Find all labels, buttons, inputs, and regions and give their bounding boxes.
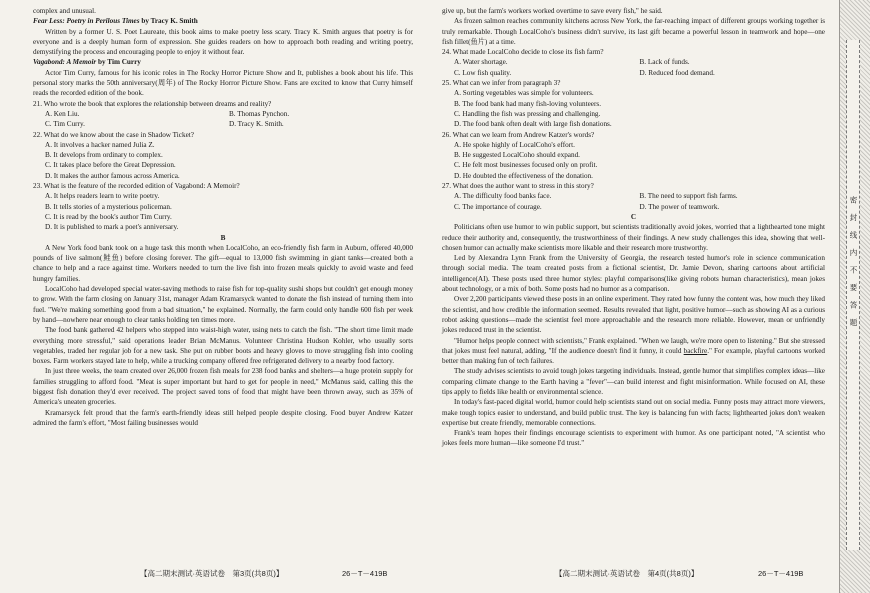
footer-left: 【高二期末测试·英语试卷 第3页(共8页)】 — [140, 569, 284, 578]
option: C. It takes place before the Great Depression. — [45, 161, 176, 170]
footer-right-code: 26－T－419B — [758, 569, 804, 578]
option: D. The food bank often dealt with large fish donations. — [454, 120, 612, 129]
book-title-text: Fear Less: Poetry in Perilous Times — [33, 17, 140, 26]
paragraph: Kramarsyck felt proud that the farm's earth-friendly ideas still helped people despite closing. Food buyer Andrew Katzer admired the farm's effort, "Most failing businesses would — [33, 408, 413, 427]
option: D. He doubted the effectiveness of the donation. — [454, 171, 593, 180]
options-21 — [33, 109, 413, 130]
left-column — [33, 6, 413, 428]
option: C. Tim Curry. — [45, 120, 85, 129]
option: B. The food bank had many fish-loving volunteers. — [454, 99, 601, 108]
paragraph: Frank's team hopes their findings encourage scientists to experiment with humor. As one participant noted, "A scientist who jokes feels more human—like someone I'd trust." — [442, 429, 825, 448]
option: B. Lack of funds. — [639, 58, 690, 67]
paragraph: Written by a former U. S. Poet Laureate, this book aims to make poetry less scary. Tracy K. Smith argues that poetry is for everyone and is a deeply human form of expression. She guides readers on how to approach both reading and writing poetry, demystifying the process and encouraging people to enjoy it without fear. — [33, 27, 413, 57]
option: A. Ken Liu. — [45, 109, 80, 118]
paragraph: In today's fast-paced digital world, humor could help scientists stand out on social media. Funny posts may attract more viewers, make tough topics easier to understand, and build public trust. The key is balancing fun with facts; lighthearted jokes don't weaken expertise but create friendly, memorable connections. — [442, 398, 825, 427]
option: C. The importance of courage. — [454, 202, 542, 211]
paragraph: The study advises scientists to avoid tough jokes targeting individuals. Instead, gentle humor that simplifies complex ideas—like comparing climate change to the Earth having a "fever"—can build interest and fight misinformation. While focused on AI, these tips apply to fields like health or environmental science. — [442, 367, 825, 396]
question-21: 21. Who wrote the book that explores the relationship between dreams and reality? — [33, 99, 272, 108]
option: A. The difficulty food banks face. — [454, 192, 552, 201]
option: D. The power of teamwork. — [639, 202, 720, 211]
option: C. It is read by the book's author Tim Curry. — [45, 212, 172, 221]
paragraph: give up, but the farm's workers worked overtime to save every fish," he said. — [442, 7, 663, 15]
question-23: 23. What is the feature of the recorded edition of Vagabond: A Memoir? — [33, 182, 240, 191]
option: D. Tracy K. Smith. — [229, 120, 284, 129]
paragraph: Over 2,200 participants viewed these posts in an online experiment. They rated how funny the content was, how much they liked the scientist, and how credible the information seemed. Results revealed that light, positive humor—such as showing AI as a curious robot asking questions—made the scientist feel more approachable and the research more reliable. However, mean or unfriendly jokes reduced trust in the scientist. — [442, 295, 825, 335]
book-title — [33, 57, 413, 67]
option: D. Reduced food demand. — [639, 68, 715, 77]
paragraph: In just three weeks, the team created over 26,000 frozen fish meals for 238 food banks and shelters—a huge protein supply for families struggling to afford food. "Meat is super important but hard to get for people in need," McManus said, calling this the biggest fish donation they'd ever received. The project saved tons of food that might have been thrown away, such as 35% of America's uneaten groceries. — [33, 367, 413, 407]
paragraph: complex and unusual. — [33, 7, 96, 15]
section-heading-c: C — [630, 212, 637, 221]
option: B. Thomas Pynchon. — [229, 109, 290, 118]
option: B. The need to support fish farms. — [639, 192, 738, 201]
text-run: ." For example, playful cartoons worked better than making fun of tech failures. — [442, 346, 826, 366]
book-title-text: Vagabond: A Memoir — [33, 58, 97, 67]
footer-right: 【高二期末测试·英语试卷 第4页(共8页)】 — [555, 569, 699, 578]
options-24 — [442, 57, 825, 78]
question-27: 27. What does the author want to stress in this story? — [442, 182, 594, 191]
paragraph: As frozen salmon reaches community kitchens across New York, the far-reaching impact of different groups working together is truly remarkable. Though LocalCoho's business didn't survive, its last gift became a powerful lesson in teamwork and hope—one fish fillet(鱼片) at a time. — [442, 17, 825, 46]
binding-margin — [839, 0, 870, 593]
paragraph — [442, 336, 825, 367]
question-26: 26. What can we learn from Andrew Katzer's words? — [442, 130, 595, 139]
book-author: by Tim Curry — [96, 58, 141, 67]
option: B. It develops from ordinary to complex. — [45, 151, 163, 160]
paragraph: Actor Tim Curry, famous for his iconic roles in The Rocky Horror Picture Show and It, publishes a book about his life. This personal story marks the 50th anniversary(周年) of The Rocky Horror Picture Show. Fans are excited to know that Curry himself reads the recorded edition of the book. — [33, 68, 413, 98]
option: C. Handling the fish was pressing and challenging. — [454, 109, 601, 118]
paragraph: A New York food bank took on a huge task this month when LocalCoho, an eco-friendly fish farm in Auburn, offered 40,000 pounds of live salmon(鲑鱼) before closing forever. The gift—equal to 13,000 fish swimming in giant tanks—created both a chance to help and a race against time. Workers needed to turn the live fish into frozen meals quickly to avoid waste and feed hungry families. — [33, 243, 413, 283]
paragraph: Politicians often use humor to win public support, but scientists traditionally avoid jokes, worried that a lighthearted tone might reduce their authority and, consequently, the trustworthiness of their findings. A new study challenges this idea, showing that well-chosen humor can actually make scientists more likable and their research more trustworthy. — [442, 223, 825, 252]
section-heading-b: B — [220, 233, 226, 242]
options-27 — [442, 191, 825, 212]
paragraph: LocalCoho had developed special water-saving methods to raise fish for top-quality sushi shops but couldn't get enough money to grow. With the farm closing on January 31st, manager Adam Kramarsyck wanted to donate the fish instead of turning them into fuel. "We're making something good from a bad situation," he explained. Normally, the farm could only handle 600 fish per week by hand—nowhere near enough to clear tanks holding ten times more. — [33, 285, 413, 324]
option: D. It makes the author famous across America. — [45, 171, 180, 180]
option: C. Low fish quality. — [454, 68, 512, 77]
options-25 — [442, 88, 825, 129]
paragraph: Led by Alexandra Lynn Frank from the University of Georgia, the research tested humor's role in science communication through social media. The team created posts from a fictional scientist, Dr. Jamie Devon, sharing cartoons about artificial intelligence(AI). These posts used three humor styles: playful comparisons(like giving robots human characteristics), mean jokes about technology, or a mix of both. Some posts had no humor as a comparison. — [442, 254, 825, 294]
book-title — [33, 16, 413, 26]
question-22: 22. What do we know about the case in Shadow Ticket? — [33, 130, 194, 139]
option: A. It helps readers learn to write poetry. — [45, 192, 160, 201]
question-24: 24. What made LocalCoho decide to close its fish farm? — [442, 48, 604, 57]
options-23 — [33, 191, 413, 232]
option: B. He suggested LocalCoho should expand. — [454, 151, 580, 160]
option: D. It is published to mark a poet's anniversary. — [45, 223, 179, 232]
question-25: 25. What can we infer from paragraph 3? — [442, 79, 561, 88]
book-author: by Tracy K. Smith — [139, 17, 198, 26]
options-26 — [442, 140, 825, 181]
option: A. Sorting vegetables was simple for volunteers. — [454, 89, 594, 98]
options-22 — [33, 140, 413, 181]
option: C. He felt most businesses focused only on profit. — [454, 161, 598, 170]
text-run: "Humor helps people connect with scientists," Frank explained. "When we laugh, we're more open to listening." But she stressed that jokes must feel natural, adding, "If the audience doesn't find it funny, it could — [442, 336, 825, 355]
right-column — [442, 6, 825, 449]
option: B. It tells stories of a mysterious policeman. — [45, 202, 172, 211]
option: A. It involves a hacker named Julia Z. — [45, 140, 155, 149]
seal-warning-text: 密封线内不要答题 — [849, 196, 858, 336]
underlined-word: backfire — [683, 346, 708, 355]
option: A. Water shortage. — [454, 58, 508, 67]
option: A. He spoke highly of LocalCoho's effort. — [454, 140, 575, 149]
paragraph: The food bank gathered 42 helpers who stepped into waist-high water, using nets to catch the fish. "The short time limit made everything more stressful," said operations leader Brian McManus. Volunteer Christina Hudson Kohler, who usually sorts vegetables, traded her regular job for a new task. She put on rubber boots and heavy gloves to move struggling fish into cooling boxes. Farm workers stayed late to help, while a trucking company offered free refrigerated delivery to a nearby food factory. — [33, 326, 413, 366]
footer-left-code: 26－T－419B — [342, 569, 388, 578]
